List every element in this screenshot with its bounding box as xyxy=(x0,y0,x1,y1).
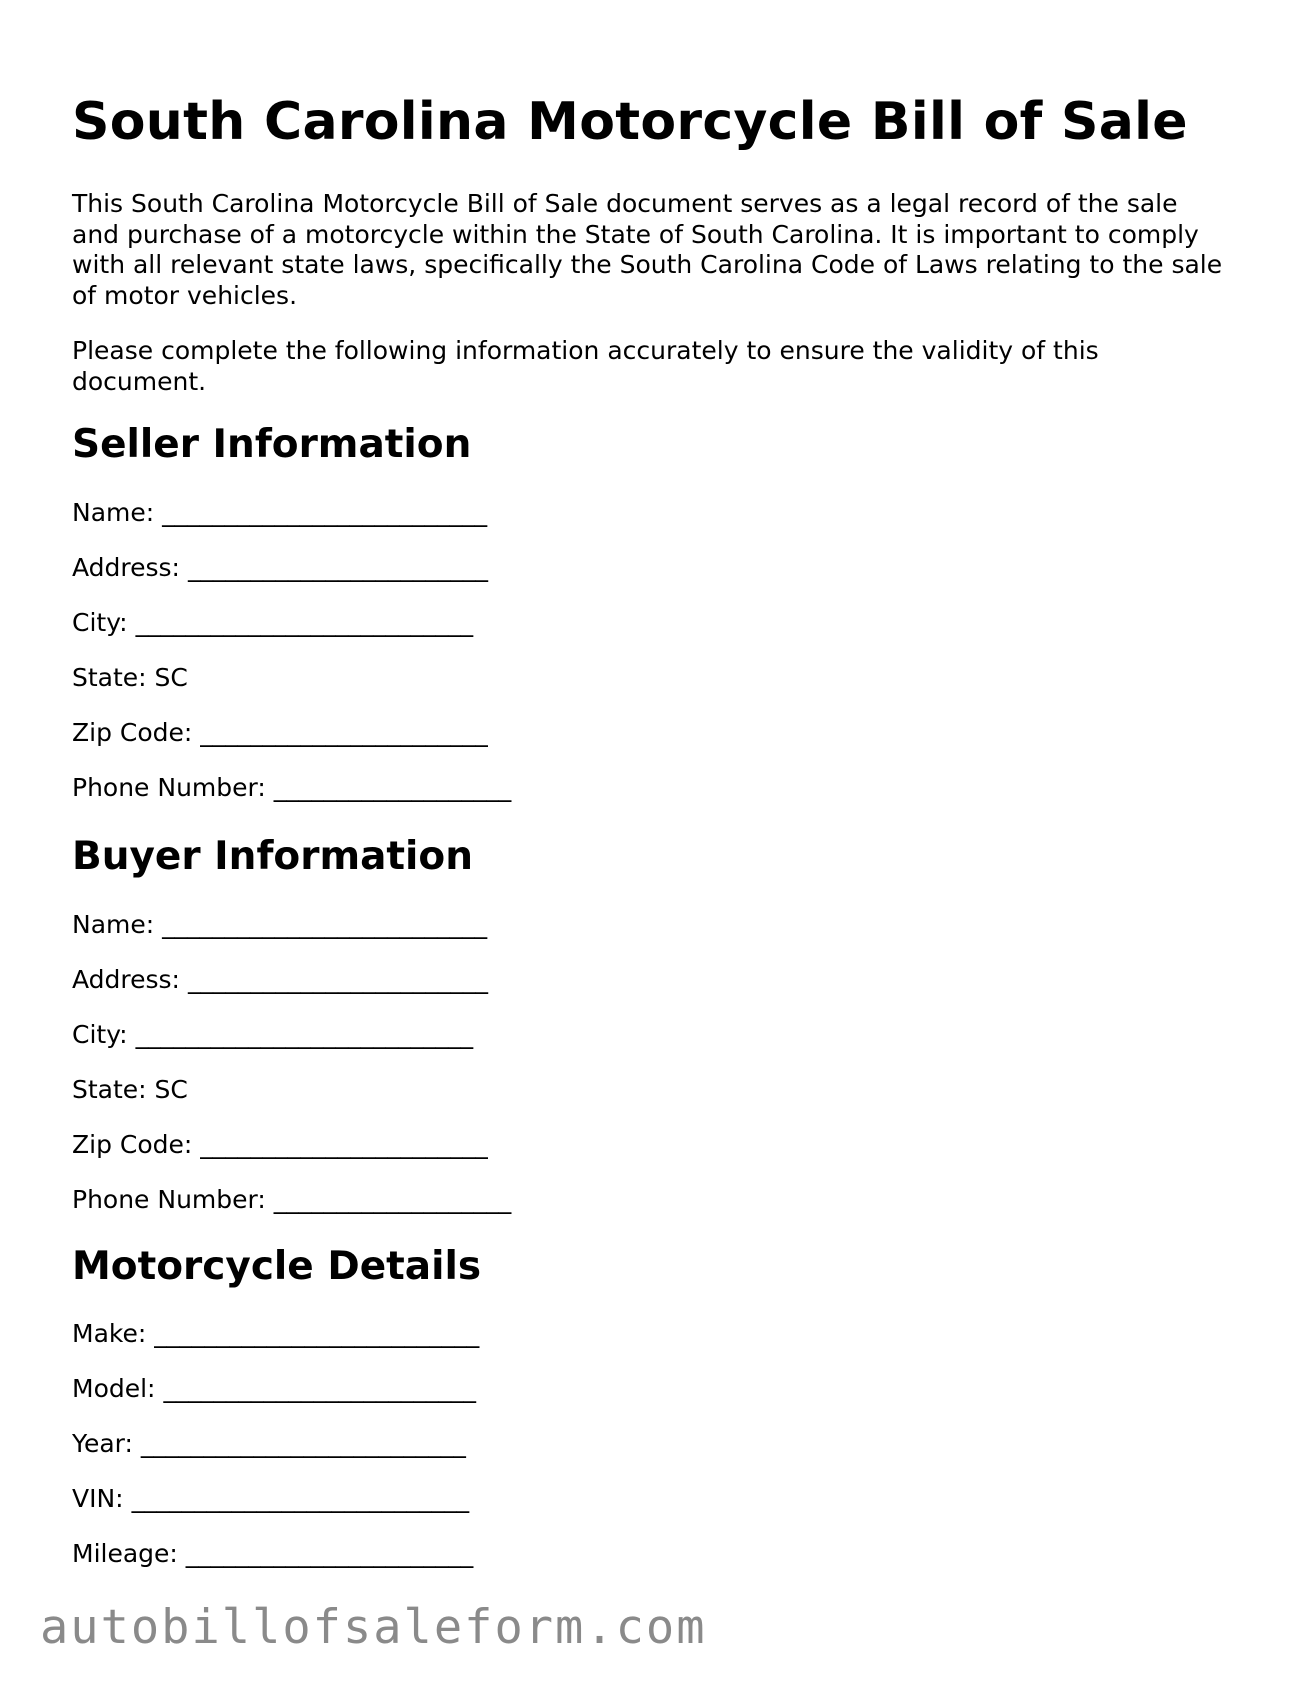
field-blank-line[interactable]: _________________________ xyxy=(163,1374,476,1403)
field-label: Phone Number: xyxy=(72,773,266,802)
field-label: Make: xyxy=(72,1319,147,1348)
field-blank-line[interactable]: __________________________ xyxy=(162,910,488,939)
field-label: Name: xyxy=(72,910,155,939)
buyer-address-field[interactable] xyxy=(72,965,488,995)
field-label: Year: xyxy=(72,1429,133,1458)
motorcycle-model-field[interactable] xyxy=(72,1374,476,1404)
field-label: State: SC xyxy=(72,1075,188,1104)
field-label: City: xyxy=(72,608,128,637)
intro-paragraph: This South Carolina Motorcycle Bill of Sale document serves as a legal record of the sale and purchase of a motorcycle within the State of South Carolina. It is important to comply with all relevant state laws, specifically the South Carolina Code of Laws relating to the sale of motor vehicles. xyxy=(72,189,1223,310)
field-blank-line[interactable]: ___________________ xyxy=(273,1185,512,1214)
seller-phone-field[interactable] xyxy=(72,773,511,803)
field-blank-line[interactable]: ________________________ xyxy=(187,965,488,994)
buyer-phone-field[interactable] xyxy=(72,1185,511,1215)
field-blank-line[interactable]: _______________________ xyxy=(200,718,488,747)
motorcycle-vin-field[interactable] xyxy=(72,1484,469,1514)
motorcycle-mileage-field[interactable] xyxy=(72,1539,473,1569)
field-blank-line[interactable]: ___________________________ xyxy=(135,608,474,637)
field-blank-line[interactable]: ________________________ xyxy=(187,553,488,582)
field-blank-line[interactable]: __________________________ xyxy=(154,1319,480,1348)
field-label: Address: xyxy=(72,553,180,582)
field-label: City: xyxy=(72,1020,128,1049)
field-blank-line[interactable]: ___________________ xyxy=(273,773,512,802)
field-blank-line[interactable]: _______________________ xyxy=(200,1130,488,1159)
field-label: VIN: xyxy=(72,1484,124,1513)
field-label: Address: xyxy=(72,965,180,994)
motorcycle-heading: Motorcycle Details xyxy=(72,1244,482,1289)
field-blank-line[interactable]: __________________________ xyxy=(162,498,488,527)
instruction-paragraph: Please complete the following information accurately to ensure the validity of this document. xyxy=(72,336,1099,396)
field-label: Name: xyxy=(72,498,155,527)
buyer-name-field[interactable] xyxy=(72,910,487,940)
seller-address-field[interactable] xyxy=(72,553,488,583)
field-label: State: SC xyxy=(72,663,188,692)
field-label: Zip Code: xyxy=(72,1130,193,1159)
field-label: Zip Code: xyxy=(72,718,193,747)
seller-zip-field[interactable] xyxy=(72,718,488,748)
field-label: Phone Number: xyxy=(72,1185,266,1214)
buyer-heading: Buyer Information xyxy=(72,834,473,879)
field-label: Model: xyxy=(72,1374,156,1403)
field-blank-line[interactable]: _______________________ xyxy=(185,1539,474,1568)
watermark-text: autobillofsaleform.com xyxy=(40,1600,707,1655)
buyer-zip-field[interactable] xyxy=(72,1130,488,1160)
seller-state-field xyxy=(72,663,188,693)
seller-name-field[interactable] xyxy=(72,498,487,528)
field-blank-line[interactable]: ___________________________ xyxy=(135,1020,474,1049)
field-blank-line[interactable]: ___________________________ xyxy=(131,1484,470,1513)
motorcycle-year-field[interactable] xyxy=(72,1429,466,1459)
motorcycle-make-field[interactable] xyxy=(72,1319,479,1349)
seller-heading: Seller Information xyxy=(72,422,472,467)
seller-city-field[interactable] xyxy=(72,608,473,638)
page-title: South Carolina Motorcycle Bill of Sale xyxy=(72,92,1188,152)
buyer-state-field xyxy=(72,1075,188,1105)
field-blank-line[interactable]: __________________________ xyxy=(140,1429,466,1458)
buyer-city-field[interactable] xyxy=(72,1020,473,1050)
field-label: Mileage: xyxy=(72,1539,178,1568)
